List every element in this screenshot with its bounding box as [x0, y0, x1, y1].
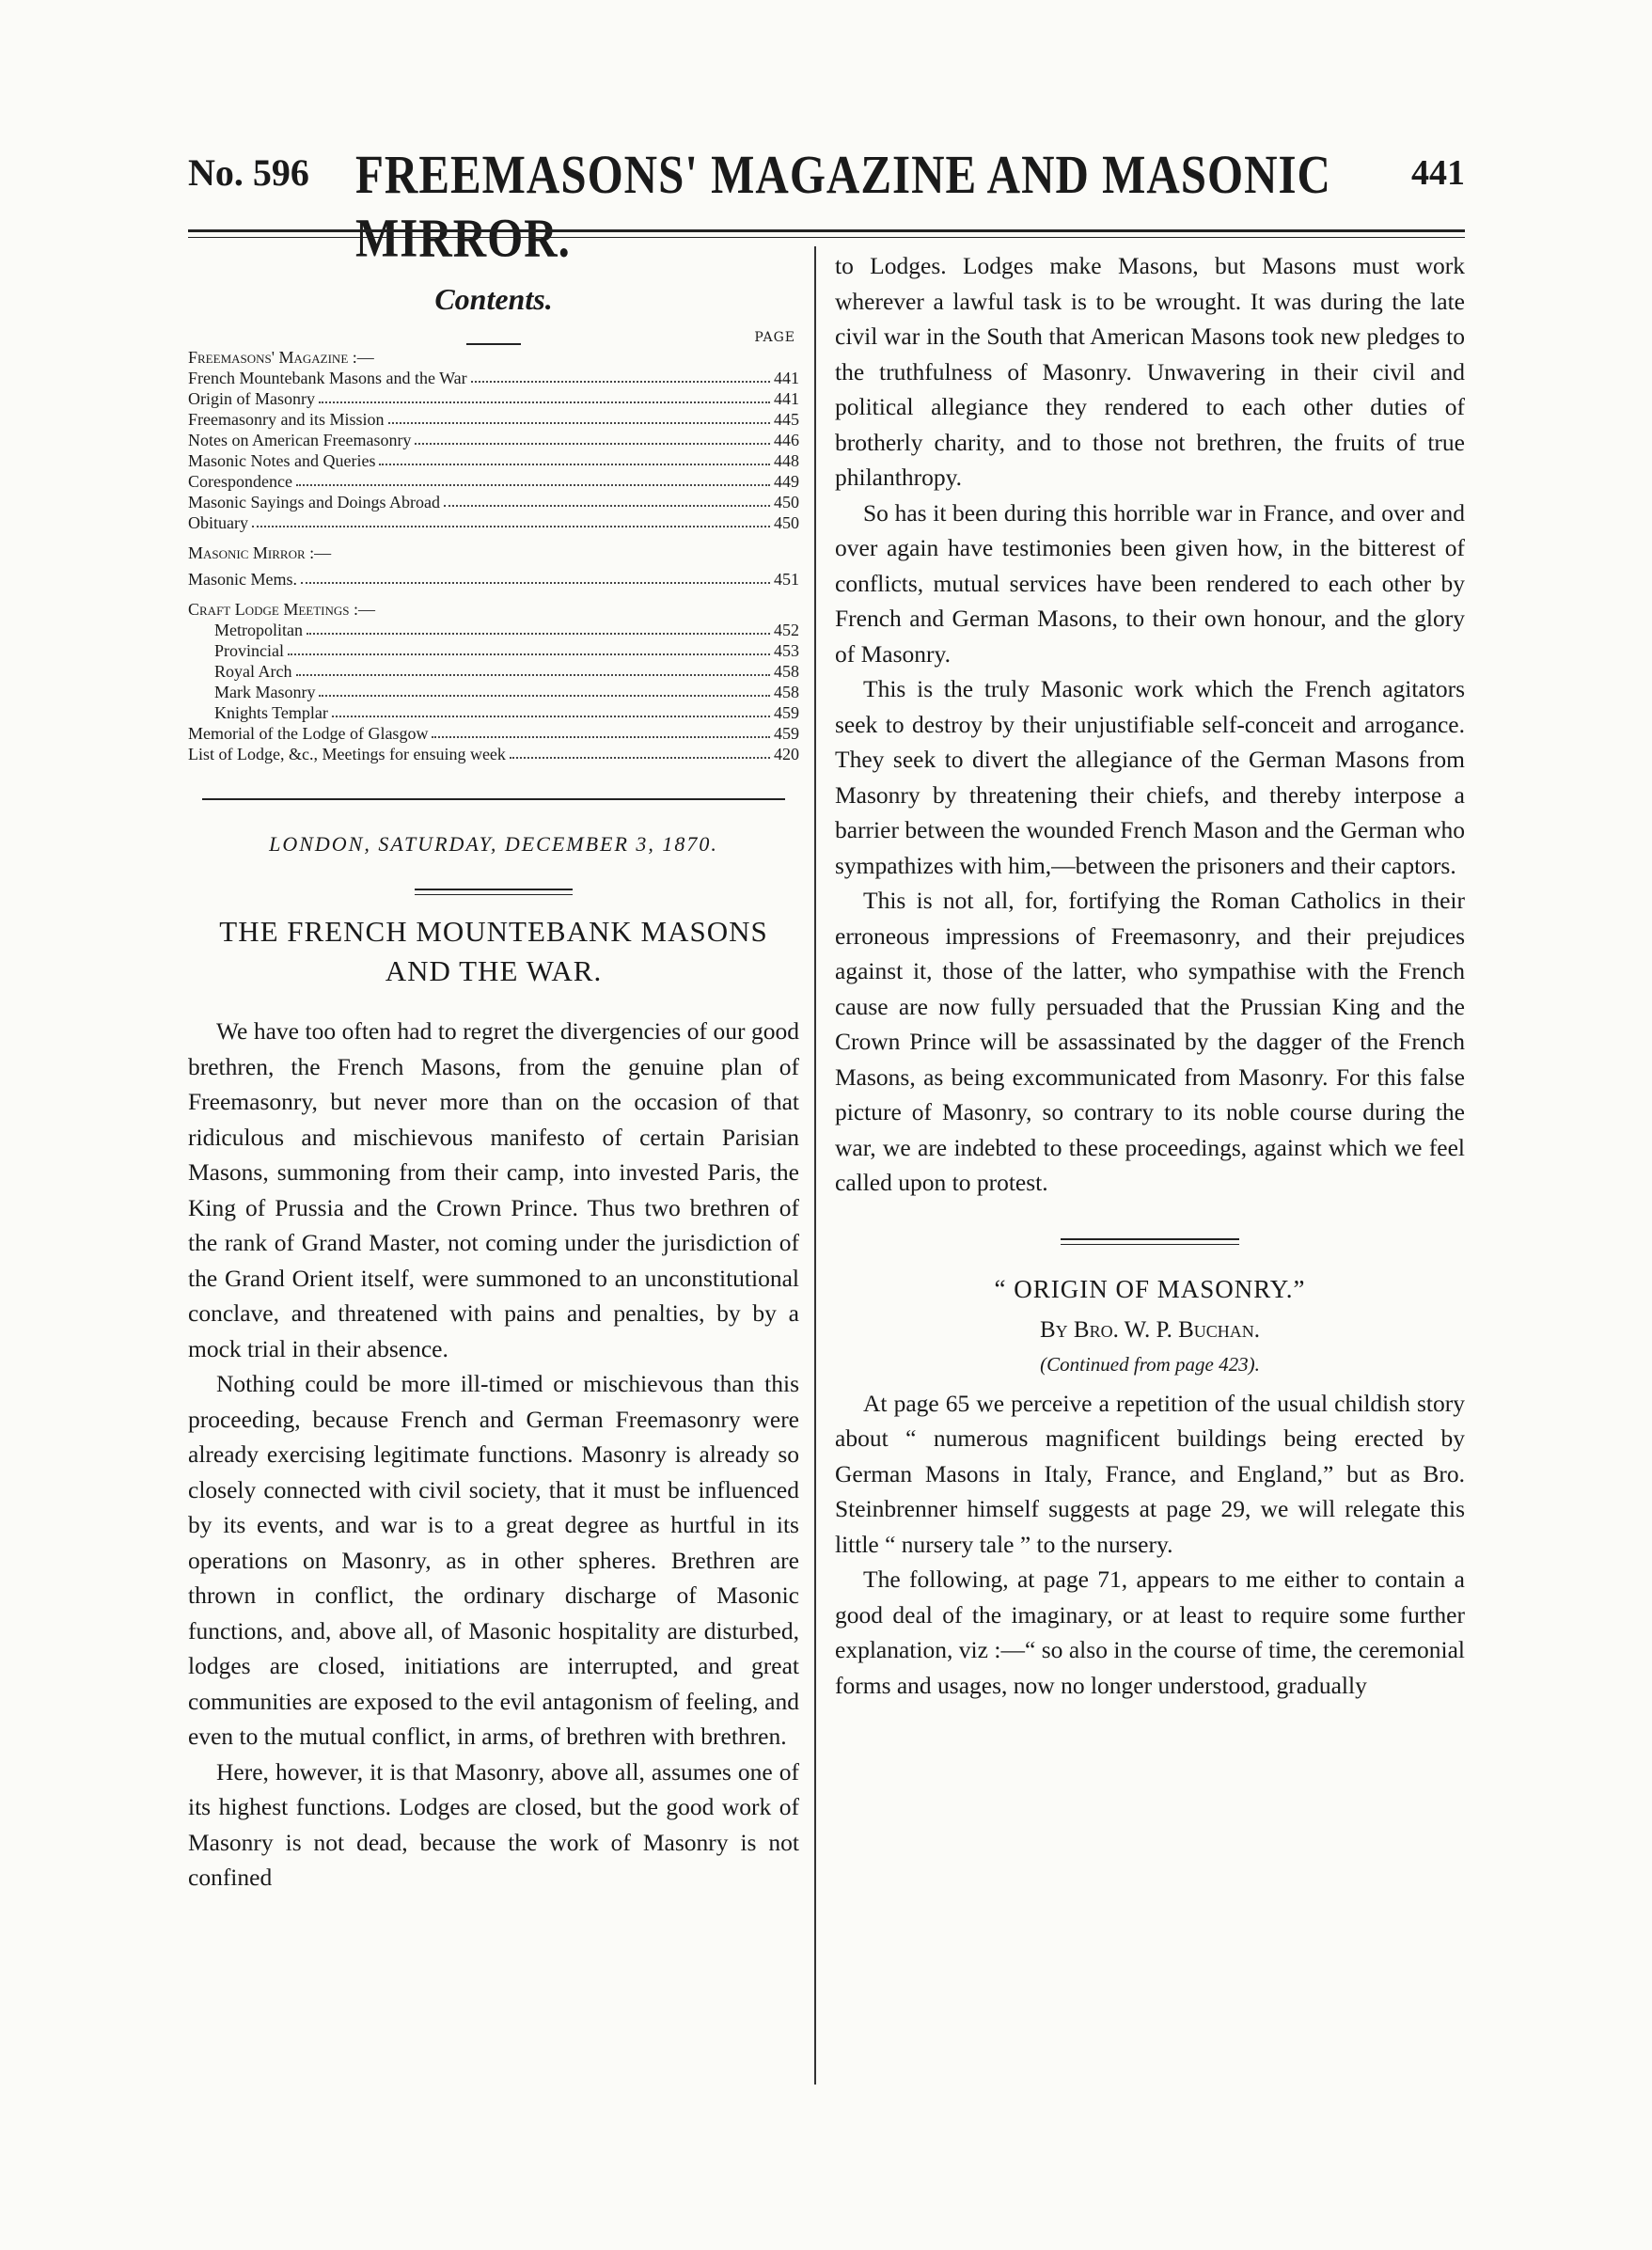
paragraph: This is not all, for, fortifying the Roman Catholics in their erroneous impressions of Freemasonry, and their prejudices against it, those of the latter, who sympathise with the French cause are now fully persuaded that the Prussian King and the Crown Prince will be assassinated by the dagger of the French Masons, as being excommunicated from Masonry. For this false picture of Masonry, so contrary to its noble course during the war, we are indebted to these proceedings, against which we feel called upon to protest. — [835, 887, 1465, 1196]
article-title — [188, 912, 799, 991]
right-column — [835, 248, 1465, 1703]
toc-item[interactable]: Origin of Masonry 441 — [188, 389, 799, 408]
article-author: By Bro. W. P. Buchan. — [1039, 1316, 1260, 1343]
toc-item[interactable]: List of Lodge, &c., Meetings for ensuing week 420 — [188, 745, 799, 763]
article-title: “ ORIGIN OF MASONRY.” — [994, 1274, 1306, 1303]
paragraph: Here, however, it is that Masonry, above all, assumes one of its highest functions. Lodges are closed, but the good work of Masonry is not dead, because the work of Masonry is not confined — [188, 1757, 799, 1891]
column-divider — [814, 246, 816, 2085]
toc-item[interactable]: Knights Templar 459 — [214, 703, 799, 722]
toc-item[interactable]: Royal Arch 458 — [214, 662, 799, 681]
toc-page-label: PAGE — [754, 330, 795, 345]
dateline: LONDON, SATURDAY, DECEMBER 3, 1870. — [269, 832, 718, 856]
paragraph: At page 65 we perceive a repetition of the usual childish story about “ numerous magnificent buildings being erected by German Masons in Italy, France, and England,” but as Bro. Steinbrenner himself suggests at page 29, we will relegate this little “ nursery tale ” to the nursery. — [835, 1389, 1465, 1558]
toc-item[interactable]: Memorial of the Lodge of Glasgow 459 — [188, 724, 799, 743]
magazine-title: FREEMASONS' MAGAZINE AND MASONIC MIRROR. — [355, 144, 1331, 269]
ornamental-rule — [1061, 1238, 1239, 1245]
toc-item[interactable]: Masonic Sayings and Doings Abroad 450 — [188, 493, 799, 511]
toc-item[interactable]: Masonic Mems. 451 — [188, 570, 799, 589]
article-body-left — [188, 1014, 799, 1896]
toc-item[interactable]: Provincial 453 — [214, 641, 799, 660]
running-header — [188, 143, 1465, 269]
toc-item[interactable]: French Mountebank Masons and the War 441 — [188, 369, 799, 387]
paragraph: to Lodges. Lodges make Masons, but Masons must work wherever a lawful task is to be wrought. It was during the late civil war in the South that American Masons took new pledges to the truthfulness of Masonry. Unwavering in their civil and political allegiance they rendered to each other duties of brotherly charity, and to those not brethren, the fruits of true philanthropy. — [835, 252, 1465, 491]
toc-item[interactable]: Freemasonry and its Mission 445 — [188, 410, 799, 429]
contents-title: Contents. — [434, 282, 553, 316]
article-body — [835, 1386, 1465, 1704]
toc-section-heading: Masonic Mirror :— — [188, 543, 332, 562]
article-title-line: AND THE WAR. — [385, 954, 603, 987]
toc-section-heading: Freemasons' Magazine :— — [188, 348, 374, 367]
paragraph: This is the truly Masonic work which the French agitators seek to destroy by their unjustifiable self-conceit and arrogance. They seek to divert the allegiance of the German Masons from Masonry by threatening their chiefs, and thereby interpose a barrier between the wounded French Mason and the German who sympathizes with him,—between the prisoners and their captors. — [835, 675, 1465, 879]
header-rule-thin — [188, 237, 1465, 238]
toc-item[interactable]: Masonic Notes and Queries 448 — [188, 451, 799, 470]
left-column — [188, 254, 799, 1896]
section-rule — [202, 798, 785, 800]
toc-item[interactable]: Notes on American Freemasonry 446 — [188, 431, 799, 449]
page-number: 441 — [1411, 153, 1465, 193]
toc-item[interactable]: Corespondence 449 — [188, 472, 799, 491]
article-title-line: THE FRENCH MOUNTEBANK MASONS — [219, 915, 768, 948]
paragraph: We have too often had to regret the divergencies of our good brethren, the French Masons, from the genuine plan of Freemasonry, but never more than on the occasion of that ridiculous and mischievous manifesto of certain Parisian Masons, summoning from their camp, into invested Paris, the King of Prussia and the Crown Prince. Thus two brethren of the rank of Grand Master, not coming under the jurisdiction of the Grand Orient itself, were summoned to an unconstitutional conclave, and threatened with pains and penalties, by by a mock trial in their absence. — [188, 1017, 799, 1362]
paragraph: So has it been during this horrible war in France, and over and over again have testimonies been given how, in the bitterest of conflicts, mutual services have been rendered to each other by French and German Masons, to their own honour, and the glory of Masonry. — [835, 498, 1465, 668]
table-of-contents — [188, 347, 799, 764]
header-rule-thick — [188, 229, 1465, 232]
paragraph: The following, at page 71, appears to me either to contain a good deal of the imaginary, or at least to require some further explanation, viz :—“ so also in the course of time, the ceremonial forms and usages, now no longer understood, gradually — [835, 1566, 1465, 1699]
toc-item[interactable]: Metropolitan 452 — [214, 621, 799, 639]
issue-number: No. 596 — [188, 151, 309, 194]
paragraph: Nothing could be more ill-timed or mischievous than this proceeding, because French and German Freemasonry were already exercising legitimate functions. Masonry is already so closely connected with civil society, that it must be influenced by its events, and war is to a great degree as hurtful in its operations on Masonry, as in other spheres. Brethren are thrown in conflict, the ordinary discharge of Masonic functions, and, above all, of Masonic hospitality are disturbed, lodges are closed, initiations are interrupted, and great communities are exposed to the evil antagonism of feeling, and even to the mutual conflict, in arms, of brethren with brethren. — [188, 1370, 799, 1750]
ornamental-rule — [415, 889, 573, 895]
toc-item[interactable]: Mark Masonry 458 — [214, 683, 799, 701]
toc-section-heading: Craft Lodge Meetings :— — [188, 600, 376, 619]
article-body-right — [835, 248, 1465, 1201]
toc-item[interactable]: Obituary 450 — [188, 513, 799, 532]
continuation-note: (Continued from page 423). — [1040, 1352, 1260, 1376]
